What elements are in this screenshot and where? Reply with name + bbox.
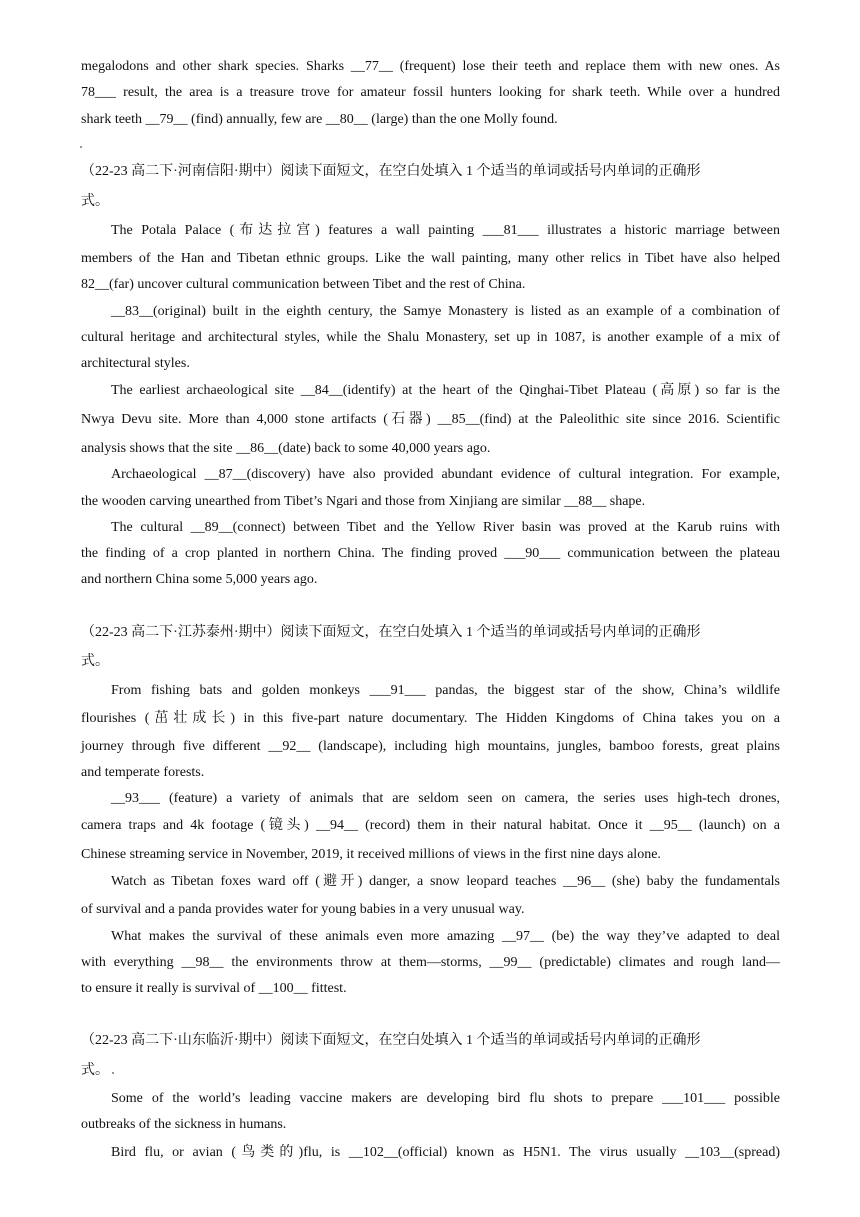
text-line: Archaeological __87__(discovery) have also provided abundant evidence of cultural integration. For example, bbox=[111, 467, 780, 482]
text-line: From fishing bats and golden monkeys ___91___ pandas, the biggest star of the show, China’s wildlife bbox=[111, 683, 780, 698]
text-line: and temperate forests. bbox=[81, 765, 205, 780]
text-line: outbreaks of the sickness in humans. bbox=[81, 1117, 287, 1132]
text-line: architectural styles. bbox=[81, 356, 190, 371]
text-line: camera traps and 4k footage (镜头) __94__ (record) them in their natural habitat. Once it __95__ (launch) on a bbox=[81, 818, 780, 833]
text-line: Watch as Tibetan foxes ward off (避开) danger, a snow leopard teaches __96__ (she) baby the fundamentals bbox=[111, 874, 780, 889]
text-line: The Potala Palace (布达拉宫) features a wall painting ___81___ illustrates a historic marriage between bbox=[111, 223, 780, 238]
section-header-line: 式。 bbox=[81, 194, 109, 209]
text-line: megalodons and other shark species. Sharks __77__ (frequent) lose their teeth and replace them with new ones. As bbox=[81, 59, 780, 74]
text-line: to ensure it really is survival of __100__ fittest. bbox=[81, 981, 347, 996]
text-line: __93___ (feature) a variety of animals that are seldom seen on camera, the series uses high-tech drones, bbox=[111, 791, 780, 806]
text-line: journey through five different __92__ (landscape), including high mountains, jungles, bamboo forests, great plains bbox=[81, 739, 780, 754]
text-line: analysis shows that the site __86__(date) back to some 40,000 years ago. bbox=[81, 441, 491, 456]
text-line: The earliest archaeological site __84__(identify) at the heart of the Qinghai-Tibet Plateau (高原) so far is the bbox=[111, 383, 780, 398]
text-line: flourishes (茁壮成长) in this five-part nature documentary. The Hidden Kingdoms of China takes you on a bbox=[81, 711, 780, 726]
text-line: and northern China some 5,000 years ago. bbox=[81, 572, 318, 587]
text-line: The cultural __89__(connect) between Tibet and the Yellow River basin was proved at the Karub ruins with bbox=[111, 520, 780, 535]
section-header-line: （22-23 高二下·山东临沂·期中）阅读下面短文，在空白处填入 1 个适当的单词或括号内单词的正确形 bbox=[81, 1033, 701, 1048]
text-line: members of the Han and Tibetan ethnic groups. Like the wall painting, many other relics in Tibet have also helped bbox=[81, 251, 780, 266]
section-header-line: 式。 bbox=[81, 1063, 109, 1078]
text-line: What makes the survival of these animals even more amazing __97__ (be) the way they’ve adapted to deal bbox=[111, 929, 780, 944]
section-header-line: （22-23 高二下·河南信阳·期中）阅读下面短文，在空白处填入 1 个适当的单词或括号内单词的正确形 bbox=[81, 164, 701, 179]
text-line: cultural heritage and architectural styles, while the Shalu Monastery, set up in 1087, is another example of a mix of bbox=[81, 330, 780, 345]
text-line: of survival and a panda provides water for young babies in a very unusual way. bbox=[81, 902, 525, 917]
text-line: shark teeth __79__ (find) annually, few are __80__ (large) than the one Molly found. bbox=[81, 112, 558, 127]
text-line: the wooden carving unearthed from Tibet’s Ngari and those from Xinjiang are similar __88__ shape. bbox=[81, 494, 646, 509]
text-line: Chinese streaming service in November, 2019, it received millions of views in the first nine days alone. bbox=[81, 847, 661, 862]
section-header-line: （22-23 高二下·江苏泰州·期中）阅读下面短文，在空白处填入 1 个适当的单词或括号内单词的正确形 bbox=[81, 625, 701, 640]
marker-dot bbox=[112, 1072, 114, 1074]
text-line: 78___ result, the area is a treasure trove for amateur fossil hunters looking for shark teeth. While over a hundred bbox=[81, 85, 780, 100]
text-line: __83__(original) built in the eighth century, the Samye Monastery is listed as an example of a combination of bbox=[111, 304, 780, 319]
text-line: with everything __98__ the environments throw at them—storms, __99__ (predictable) climates and rough land— bbox=[81, 955, 780, 970]
text-line: 82__(far) uncover cultural communication between Tibet and the rest of China. bbox=[81, 277, 526, 292]
text-line: Bird flu, or avian (鸟类的)flu, is __102__(official) known as H5N1. The virus usually __103__(spread) bbox=[111, 1145, 780, 1160]
marker-dot bbox=[80, 146, 82, 148]
text-line: the finding of a crop planted in northern China. The finding proved ___90___ communication between the plateau bbox=[81, 546, 780, 561]
section-header-line: 式。 bbox=[81, 654, 109, 669]
text-line: Nwya Devu site. More than 4,000 stone artifacts (石器) __85__(find) at the Paleolithic site since 2016. Scientific bbox=[81, 412, 780, 427]
text-line: Some of the world’s leading vaccine makers are developing bird flu shots to prepare ___101___ possible bbox=[111, 1091, 780, 1106]
